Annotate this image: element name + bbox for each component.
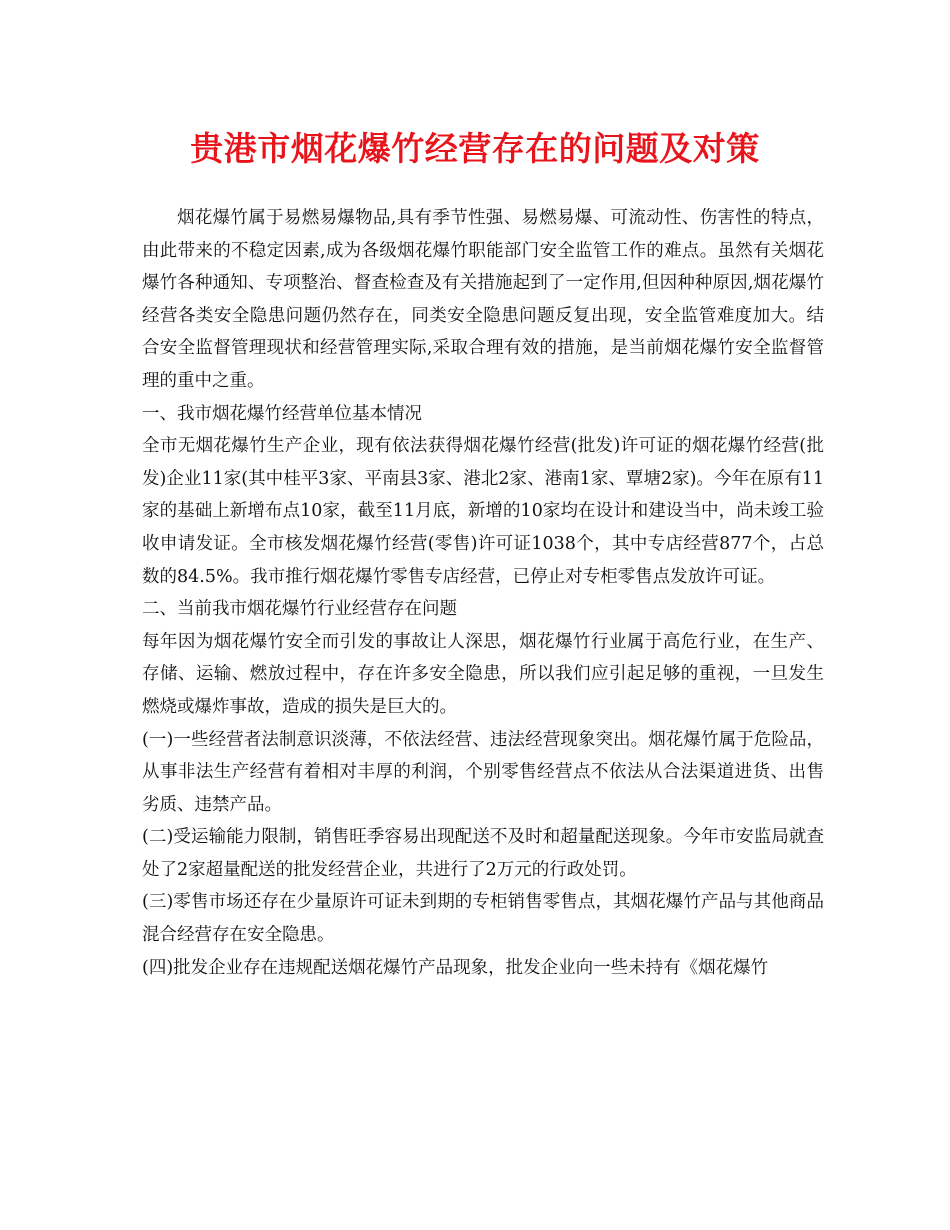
issue-3-paragraph: (三)零售市场还存在少量原许可证未到期的专柜销售零售点，其烟花爆竹产品与其他商品混合经营存在安全隐患。	[142, 892, 824, 946]
section-heading-1: 一、我市烟花爆竹经营单位基本情况	[142, 403, 422, 424]
issue-1-paragraph: (一)一些经营者法制意识淡薄，不依法经营、违法经营现象突出。烟花爆竹属于危险品，从事非法生产经营有着相对丰厚的利润，个别零售经营点不依法从合法渠道进货、出售劣质、违禁产品。	[142, 729, 824, 815]
section-1-paragraph: 全市无烟花爆竹生产企业，现有依法获得烟花爆竹经营(批发)许可证的烟花爆竹经营(批发)企业11家(其中桂平3家、平南县3家、港北2家、港南1家、覃塘2家)。今年在原有11家的基础上新增布点10家，截至11月底，新增的10家均在设计和建设当中，尚未竣工验收申请发证。全市核发烟花爆竹经营(零售)许可证1038个，其中专店经营877个，占总数的84.5%。我市推行烟花爆竹零售专店经营，已停止对专柜零售点发放许可证。	[142, 436, 824, 587]
section-heading-2: 二、当前我市烟花爆竹行业经营存在问题	[142, 599, 457, 620]
document-body	[142, 202, 824, 984]
issue-4-paragraph: (四)批发企业存在违规配送烟花爆竹产品现象，批发企业向一些未持有《烟花爆竹	[142, 957, 769, 978]
section-2-paragraph: 每年因为烟花爆竹安全而引发的事故让人深思，烟花爆竹行业属于高危行业，在生产、存储、运输、燃放过程中，存在许多安全隐患，所以我们应引起足够的重视，一旦发生燃烧或爆炸事故，造成的损失是巨大的。	[142, 631, 824, 717]
issue-2-paragraph: (二)受运输能力限制，销售旺季容易出现配送不及时和超量配送现象。今年市安监局就查处了2家超量配送的批发经营企业，共进行了2万元的行政处罚。	[142, 827, 824, 880]
intro-paragraph: 烟花爆竹属于易燃易爆物品,具有季节性强、易燃易爆、可流动性、伤害性的特点，由此带来的不稳定因素,成为各级烟花爆竹职能部门安全监管工作的难点。虽然有关烟花爆竹各种通知、专项整治、督查检查及有关措施起到了一定作用,但因种种原因,烟花爆竹经营各类安全隐患问题仍然存在，同类安全隐患问题反复出现，安全监管难度加大。结合安全监督管理现状和经营管理实际,采取合理有效的措施，是当前烟花爆竹安全监督管理的重中之重。	[142, 208, 824, 391]
document-title: 贵港市烟花爆竹经营存在的问题及对策	[190, 129, 760, 168]
